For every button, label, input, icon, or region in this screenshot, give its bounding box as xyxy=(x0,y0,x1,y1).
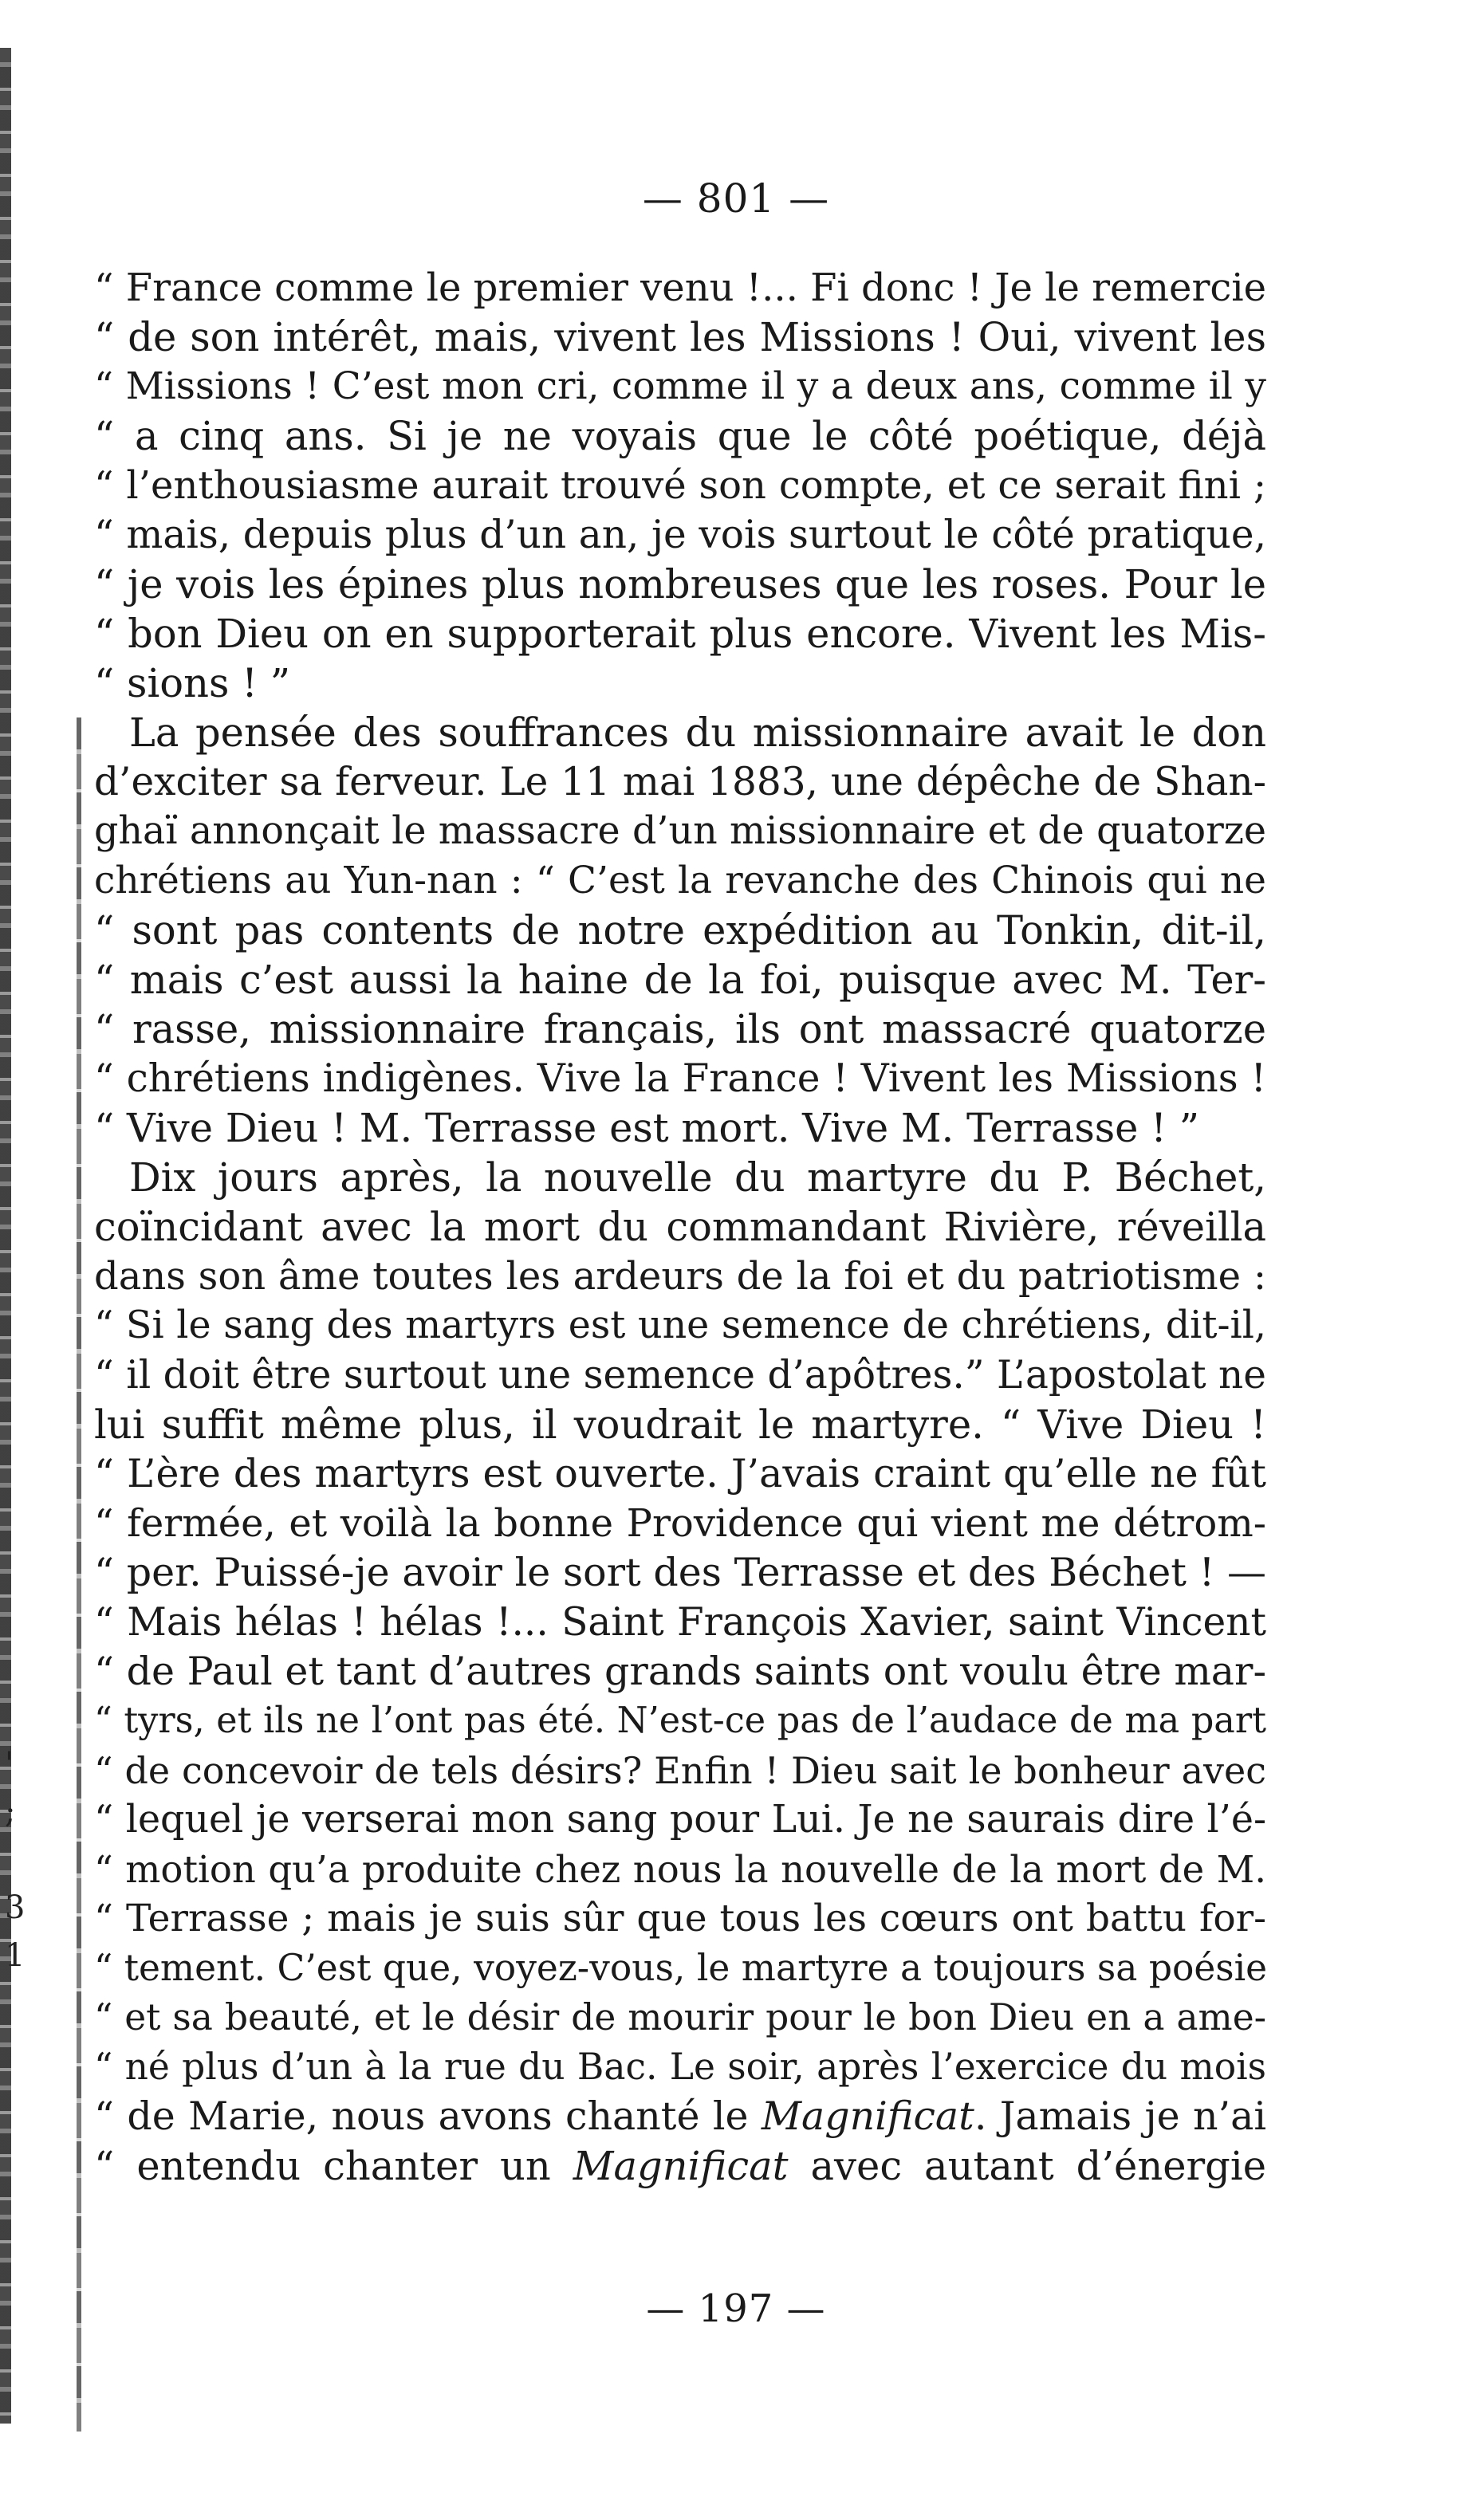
text-line: “ sont pas contents de notre expédition au Tonkin, dit-il, xyxy=(94,907,1266,953)
text-line: “ motion qu’a produite chez nous la nouvelle de la mort de M. xyxy=(94,1848,1266,1891)
text-line: “ lequel je verserai mon sang pour Lui. Je ne saurais dire l’é- xyxy=(94,1798,1266,1842)
text-line: “ bon Dieu on en supporterait plus encore. Vivent les Mis- xyxy=(94,611,1266,657)
italic-word: Magnificat xyxy=(761,2093,974,2139)
text-line: ghaï annonçait le massacre d’un missionnaire et de quatorze xyxy=(94,809,1266,853)
text-line: lui suffit même plus, il voudrait le martyre. “ Vive Dieu ! xyxy=(94,1402,1266,1448)
text-line: “ je vois les épines plus nombreuses que les roses. Pour le xyxy=(94,561,1266,607)
text-line: “ tement. C’est que, voyez-vous, le martyre a toujours sa poésie xyxy=(94,1947,1268,1989)
text-line: Dix jours après, la nouvelle du martyre du P. Béchet, xyxy=(129,1154,1266,1201)
binding-edge-shadow xyxy=(0,48,11,2424)
text-line: “ Si le sang des martyrs est une semence de chrétiens, dit-il, xyxy=(94,1303,1266,1347)
text-line: “ rasse, missionnaire français, ils ont massacré quatorze xyxy=(94,1006,1266,1052)
inner-margin-shadow xyxy=(77,717,81,2432)
text-line: dans son âme toutes les ardeurs de la foi et du patriotisme : xyxy=(94,1254,1266,1299)
text-line: “ Terrasse ; mais je suis sûr que tous les cœurs ont battu for- xyxy=(94,1897,1266,1940)
margin-mark: 3 xyxy=(5,1889,26,1926)
margin-mark: 1 xyxy=(5,1937,26,1974)
body-text xyxy=(94,263,1266,2191)
text-line: “ mais c’est aussi la haine de la foi, puisque avec M. Ter- xyxy=(94,957,1266,1003)
text-line: “ Mais hélas ! hélas !... Saint François Xavier, saint Vincent xyxy=(94,1600,1266,1645)
text-line: “ mais, depuis plus d’un an, je vois surtout le côté pratique, xyxy=(94,513,1266,557)
text-line: d’exciter sa ferveur. Le 11 mai 1883, une dépêche de Shan- xyxy=(94,760,1266,804)
text-line: “ per. Puissé-je avoir le sort des Terrasse et des Béchet ! — xyxy=(94,1550,1266,1595)
text-line: “ il doit être surtout une semence d’apôtres.” L’apostolat ne xyxy=(94,1353,1266,1398)
text-line: “ a cinq ans. Si je ne voyais que le côté poétique, déjà xyxy=(94,413,1266,459)
text-line: La pensée des souffrances du missionnaire avait le don xyxy=(129,710,1266,756)
text-line: “ Missions ! C’est mon cri, comme il y a deux ans, comme il y xyxy=(94,364,1266,408)
text-line: “ né plus d’un à la rue du Bac. Le soir, après l’exercice du mois xyxy=(94,2046,1266,2088)
margin-mark: ; xyxy=(5,1794,16,1830)
text-line: “ de concevoir de tels désirs? Enfin ! Dieu sait le bonheur avec xyxy=(94,1749,1266,1792)
text-line: “ entendu chanter un Magnificat avec autant d’énergie xyxy=(94,2143,1266,2189)
text-line: “ Vive Dieu ! M. Terrasse est mort. Vive M. Terrasse ! ” xyxy=(94,1105,1200,1151)
italic-word: Magnificat xyxy=(573,2143,789,2189)
margin-mark: ' xyxy=(5,1746,14,1783)
text-line: “ de Paul et tant d’autres grands saints ont voulu être mar- xyxy=(94,1649,1266,1694)
text-line: “ et sa beauté, et le désir de mourir pour le bon Dieu en a ame- xyxy=(94,1996,1266,2038)
text-line: chrétiens au Yun-nan : “ C’est la revanche des Chinois qui ne xyxy=(94,859,1266,902)
text-line: “ L’ère des martyrs est ouverte. J’avais craint qu’elle ne fût xyxy=(94,1451,1266,1496)
page-number-top: — 801 — xyxy=(642,175,830,222)
page-number-bottom: — 197 — xyxy=(646,2286,826,2331)
text-line: “ de son intérêt, mais, vivent les Missions ! Oui, vivent les xyxy=(94,314,1266,360)
text-line: “ l’enthousiasme aurait trouvé son compte, et ce serait fini ; xyxy=(94,463,1266,508)
text-line: “ France comme le premier venu !... Fi donc ! Je le remercie xyxy=(94,265,1267,310)
text-line: coïncidant avec la mort du commandant Rivière, réveilla xyxy=(94,1204,1266,1250)
text-line: “ chrétiens indigènes. Vive la France ! Vivent les Missions ! xyxy=(94,1056,1266,1101)
text-line: “ fermée, et voilà la bonne Providence qui vient me détrom- xyxy=(94,1501,1266,1546)
text-line: “ sions ! ” xyxy=(94,660,291,706)
text-line: “ tyrs, et ils ne l’ont pas été. N’est-ce pas de l’audace de ma part xyxy=(94,1700,1266,1741)
text-line: “ de Marie, nous avons chanté le Magnificat. Jamais je n’ai xyxy=(94,2093,1266,2139)
